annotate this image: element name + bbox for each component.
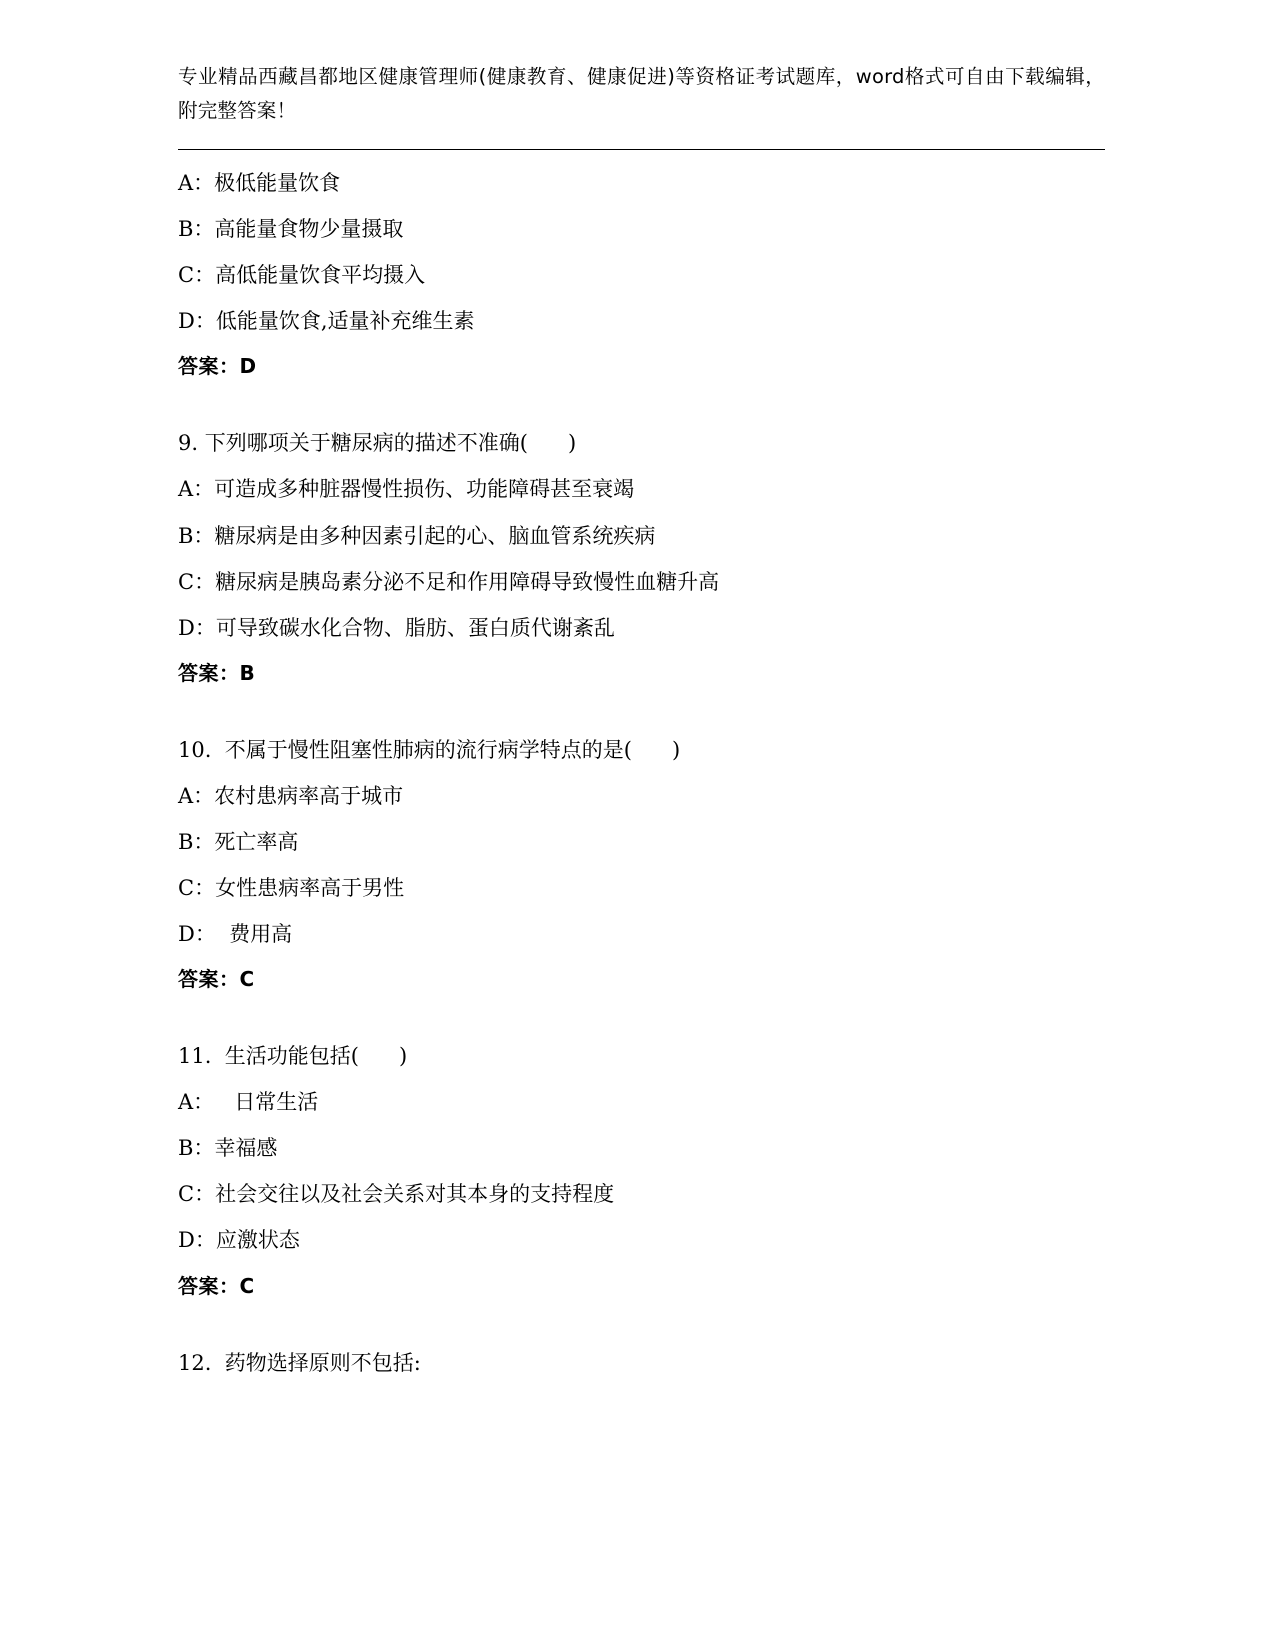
option-a: A：可造成多种脏器慢性损伤、功能障碍甚至衰竭	[178, 477, 635, 502]
answer-line: 答案：B	[178, 660, 256, 685]
option-c: C：女性患病率高于男性	[178, 876, 405, 900]
option-a: A： 日常生活	[178, 1090, 319, 1115]
option-b: B：糖尿病是由多种因素引起的心、脑血管系统疾病	[178, 523, 656, 548]
option-d: D：低能量饮食,适量补充维生素	[178, 309, 475, 334]
question-text: 12. 药物选择原则不包括:	[178, 1350, 421, 1375]
option-c: C：糖尿病是胰岛素分泌不足和作用障碍导致慢性血糖升高	[178, 569, 720, 594]
block-spacer	[178, 993, 1105, 1041]
block-spacer	[178, 380, 1105, 428]
question-block	[178, 428, 1105, 686]
answer-line: 答案：C	[178, 1273, 255, 1298]
question-text: 10. 不属于慢性阻塞性肺病的流行病学特点的是( )	[178, 737, 681, 762]
option-b: B：高能量食物少量摄取	[178, 217, 404, 242]
horizontal-rule	[178, 149, 1105, 150]
answer-line: 答案：D	[178, 354, 257, 379]
option-d: D：可导致碳水化合物、脂肪、蛋白质代谢紊乱	[178, 615, 615, 640]
question-text: 11. 生活功能包括( )	[178, 1044, 408, 1069]
question-text: 9. 下列哪项关于糖尿病的描述不准确( )	[178, 431, 577, 456]
question-block	[178, 168, 1105, 380]
option-d: D：应激状态	[178, 1228, 300, 1253]
option-b: B：死亡率高	[178, 829, 299, 854]
page-header-note: 专业精品西藏昌都地区健康管理师(健康教育、健康促进)等资格证考试题库，word格式可自由下载编辑，附完整答案！	[178, 65, 1105, 122]
question-block	[178, 1348, 1105, 1379]
option-a: A：农村患病率高于城市	[178, 783, 404, 808]
question-block	[178, 735, 1105, 993]
block-spacer	[178, 687, 1105, 735]
answer-line: 答案：C	[178, 967, 255, 992]
option-c: C：社会交往以及社会关系对其本身的支持程度	[178, 1182, 615, 1207]
block-spacer	[178, 1300, 1105, 1348]
option-c: C：高低能量饮食平均摄入	[178, 263, 426, 288]
option-b: B：幸福感	[178, 1136, 278, 1161]
question-block	[178, 1041, 1105, 1299]
option-d: D： 费用高	[178, 922, 293, 947]
option-a: A：极低能量饮食	[178, 171, 341, 196]
